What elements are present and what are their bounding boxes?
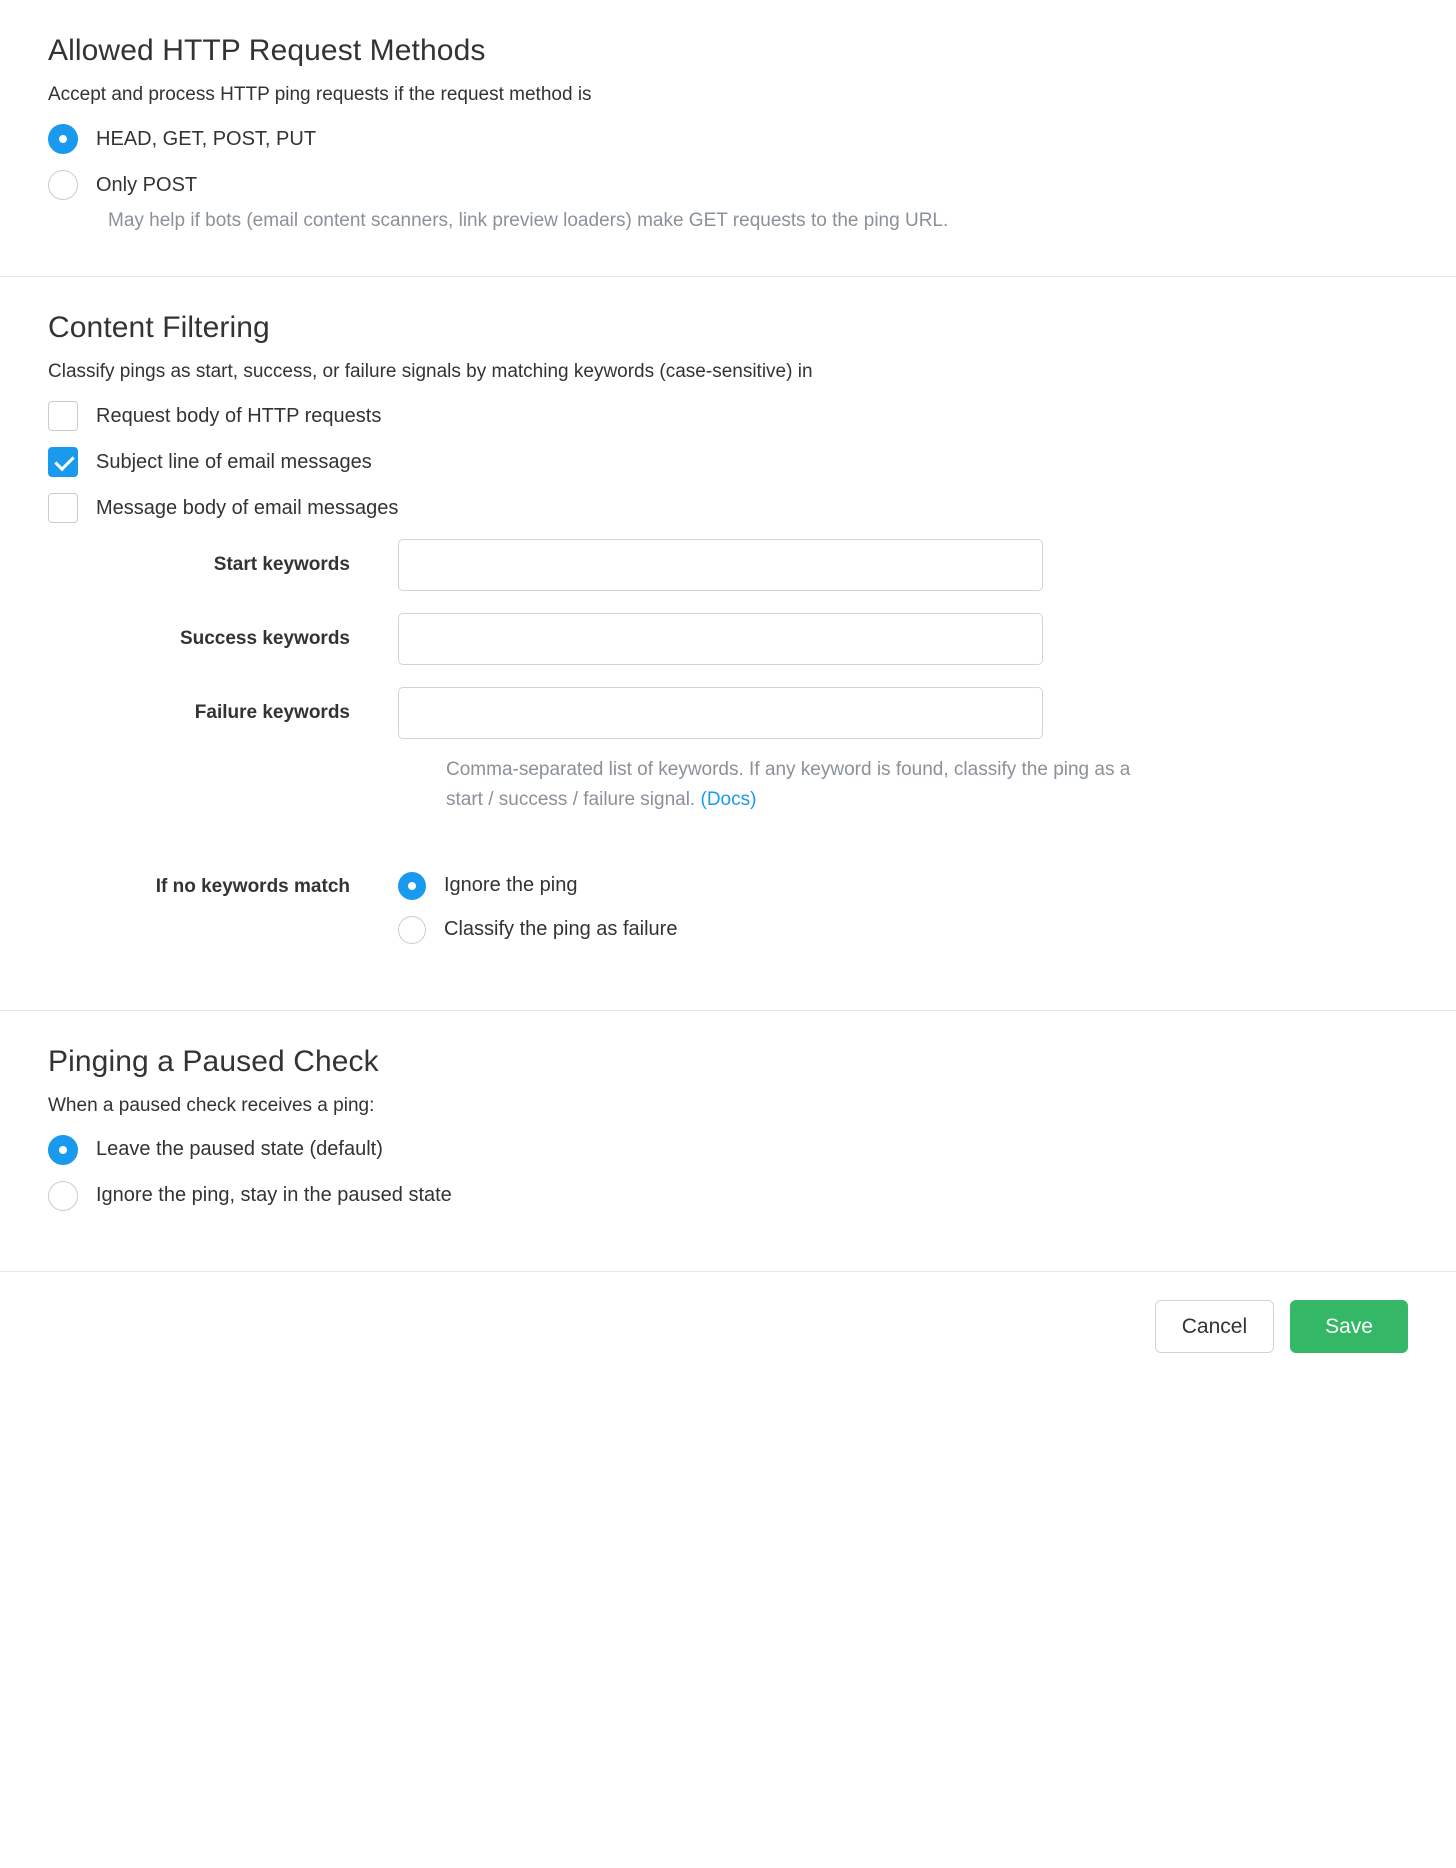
save-button[interactable]: Save [1290,1300,1408,1353]
radio-ignore-ping[interactable] [398,872,426,900]
label-start-keywords: Start keywords [213,554,350,575]
input-failure-keywords[interactable] [398,687,1043,739]
radio-row-classify-failure[interactable] [398,916,677,944]
radio-only-post[interactable] [48,170,78,200]
radio-row-ignore-ping[interactable] [398,872,677,900]
checkbox-message-body[interactable] [48,493,78,523]
radio-label-only-post[interactable]: Only POST [96,173,198,196]
label-success-keywords: Success keywords [179,628,350,649]
cancel-button[interactable]: Cancel [1155,1300,1274,1353]
form-row-failure-keywords [48,687,1408,739]
radio-label-stay-paused-state[interactable]: Ignore the ping, stay in the paused state [96,1184,452,1207]
content-filtering-title: Content Filtering [48,311,270,344]
input-start-keywords[interactable] [398,539,1043,591]
http-methods-title: Allowed HTTP Request Methods [48,34,486,67]
content-filtering-description: Classify pings as start, success, or failure signals by matching keywords (case-sensitive) in [48,361,813,382]
checkbox-label-subject-line[interactable]: Subject line of email messages [96,450,372,473]
form-row-start-keywords [48,539,1408,591]
radio-leave-paused-state[interactable] [48,1135,78,1165]
checkbox-request-body[interactable] [48,401,78,431]
radio-group-no-keywords-match [398,872,677,944]
radio-head-get-post-put[interactable] [48,124,78,154]
section-paused-check [0,1011,1456,1272]
http-methods-description: Accept and process HTTP ping requests if the request method is [48,84,592,105]
radio-label-leave-paused-state[interactable]: Leave the paused state (default) [96,1138,383,1161]
keywords-help-label: Comma-separated list of keywords. If any keyword is found, classify the ping as a start / success / failure signal. [446,759,1131,811]
paused-check-title: Pinging a Paused Check [48,1044,379,1078]
radio-row-head-get-post-put[interactable] [48,124,1408,154]
section-http-methods [0,0,1456,277]
keywords-help-text [446,755,1146,816]
radio-row-only-post[interactable] [48,170,1408,200]
radio-stay-paused-state[interactable] [48,1181,78,1211]
checkbox-subject-line[interactable] [48,447,78,477]
radio-label-classify-failure[interactable]: Classify the ping as failure [444,918,678,941]
radio-row-leave-paused-state[interactable] [48,1135,1408,1165]
form-footer [0,1272,1456,1389]
form-row-success-keywords [48,613,1408,665]
checkbox-row-request-body[interactable] [48,401,1408,431]
only-post-helper-text: May help if bots (email content scanners, link preview loaders) make GET requests to the ping URL. [108,210,949,231]
input-success-keywords[interactable] [398,613,1043,665]
radio-label-ignore-ping[interactable]: Ignore the ping [444,874,578,897]
paused-check-description: When a paused check receives a ping: [48,1094,375,1116]
radio-classify-failure[interactable] [398,916,426,944]
form-row-no-keywords-match [48,872,1408,944]
label-no-keywords-match: If no keywords match [155,875,350,897]
section-content-filtering [0,277,1456,1011]
docs-link[interactable]: (Docs) [700,789,757,811]
label-failure-keywords: Failure keywords [194,702,350,723]
radio-label-head-get-post-put[interactable]: HEAD, GET, POST, PUT [96,127,317,150]
radio-row-stay-paused-state[interactable] [48,1181,1408,1211]
checkbox-label-message-body[interactable]: Message body of email messages [96,496,399,519]
checkbox-row-subject-line[interactable] [48,447,1408,477]
checkbox-row-message-body[interactable] [48,493,1408,523]
checkbox-label-request-body[interactable]: Request body of HTTP requests [96,404,382,427]
